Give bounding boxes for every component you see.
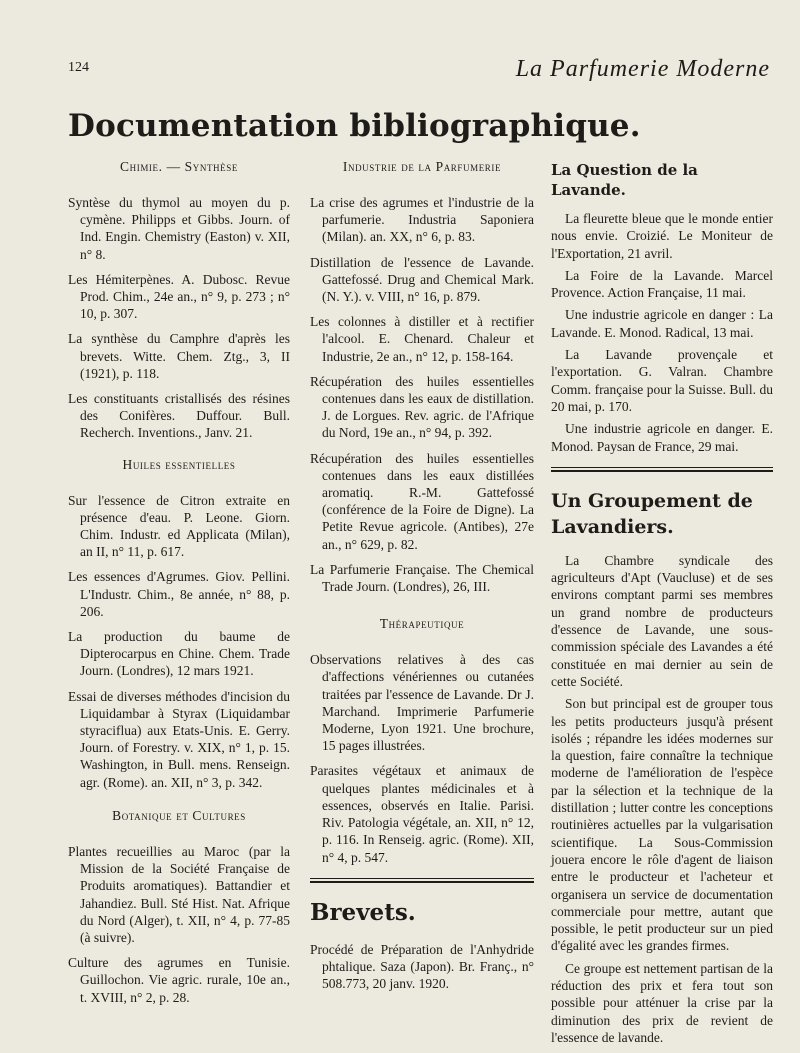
groupement-paragraph: Son but principal est de grouper tous les petits producteurs jusqu'à présent isolés ; répandre les idées modernes sur la question, faire connaître la technique moderne de l'amélioration de l'espèce par la sélection et la technique de la distillation ; lutter contre les conceptions routinières actuelles par la vulgarisation scientifique. La Sous-Commission jouera encore le rôle d'agent de liaison entre le producteur et l'acheteur et organisera un service de documentation commerciale pour mettre, autant que possible, le petit producteur sur un pied d'égalité avec les grandes firmes.: [551, 696, 773, 954]
lavande-paragraph: Une industrie agricole en danger. E. Monod. Paysan de France, 29 mai.: [551, 421, 773, 454]
section-heading-botanique: Botanique et Cultures: [112, 807, 246, 823]
bib-entry: Essai de diverses méthodes d'incision du Liquidambar à Styrax (Liquidambar styraciflua) aux Etats-Unis. E. Gerry. Journ. of Forestry. v. XIX, n° 1, p. 15. Washington, in Bull. mens. Renseign. agr. (Rome). an. XII, n° 3, p. 342.: [68, 688, 290, 790]
section-heading-industrie: Industrie de la Parfumerie: [342, 159, 502, 174]
bib-entry: Observations relatives à des cas d'affections vénériennes ou cutanées traitées par l'essence de Lavande. Dr J. Marchand. Imprimerie Parfumerie Moderne, Lyon 1921. Une brochure, 15 pages illustrées.: [310, 652, 534, 754]
bib-entry: La crise des agrumes et l'industrie de la parfumerie. Industria Saponiera (Milan). an. XX, n° 6, p. 83.: [310, 195, 534, 245]
bib-entry: La synthèse du Camphre d'après les brevets. Witte. Chem. Ztg., 3, II (1921), p. 118.: [68, 331, 290, 381]
bib-entry: Les colonnes à distiller et à rectifier l'alcool. E. Chenard. Chaleur et Industrie, 2e an., n° 12, p. 158-164.: [310, 314, 534, 364]
groupement-paragraph: La Chambre syndicale des agriculteurs d'Apt (Vaucluse) et de ses environs comptant parmi ses membres un grand nombre de producteurs d'essence de Lavande, une sous-commission spéciale des Lavandes a été constituée en mai dernier au sein de cette Société.: [551, 552, 773, 689]
section-heading-therapeutique: Thérapeutique: [379, 616, 465, 632]
column-right: [551, 158, 773, 1051]
section-divider: [551, 467, 773, 472]
brevets-heading: Brevets.: [310, 898, 416, 926]
section-heading-chimie: Chimie. — Synthèse: [120, 159, 238, 174]
page-number: 124: [68, 60, 89, 75]
groupement-paragraph: Ce groupe est nettement partisan de la réduction des prix et fera tout son possible pour atténuer la crise par la diminution des prix de revient de l'essence de lavande.: [551, 960, 773, 1045]
bib-entry: Récupération des huiles essentielles contenues dans les eaux de distillation. J. de Lorgues. Rev. agric. de l'Afrique du Nord, 19e an., n° 94, p. 392.: [310, 373, 534, 441]
lavande-paragraph: Une industrie agricole en danger : La Lavande. E. Monod. Radical, 13 mai.: [551, 307, 773, 340]
bib-entry: Les constituants cristallisés des résines des Conifères. Duffour. Bull. Recherch. Inventions., Janv. 21.: [68, 391, 290, 441]
groupement-heading: Un Groupement de Lavandiers.: [551, 489, 753, 538]
section-divider: [310, 878, 534, 883]
bib-entry: La Parfumerie Française. The Chemical Trade Journ. (Londres), 26, III.: [310, 561, 534, 595]
bib-entry: Culture des agrumes en Tunisie. Guillochon. Vie agric. rurale, 10e an., t. XVIII, n° 2, p. 28.: [68, 955, 290, 1005]
lavande-heading: La Question de la Lavande.: [551, 161, 698, 199]
page-title: Documentation bibliographique.: [68, 108, 641, 144]
lavande-paragraph: La fleurette bleue que le monde entier nous envie. Croizié. Le Moniteur de l'Exportation, 21 avril.: [551, 211, 773, 261]
bib-entry: Procédé de Préparation de l'Anhydride phtalique. Saza (Japon). Br. Franç., n° 508.773, 20 janv. 1920.: [310, 941, 534, 992]
column-middle: [310, 158, 534, 1000]
bib-entry: Syntèse du thymol au moyen du p. cymène. Philipps et Gibbs. Journ. of Ind. Engin. Chemistry (Easton) v. XII, n° 8.: [68, 195, 290, 262]
bib-entry: Plantes recueillies au Maroc (par la Mission de la Société Française de Produits aromatiques). Battandier et Jahandiez. Bull. Sté Hist. Nat. Afrique du Nord (Alger), t. XII, n° 4, p. 77-85 (à suivre).: [68, 843, 290, 945]
bib-entry: Récupération des huiles essentielles contenues dans les eaux distillées aromatiq. R.-M. Gattefossé (conférence de la Foire de Digne). La Petite Revue agricole. (Antibes), 27e an., n° 629, p. 82.: [310, 450, 534, 552]
bib-entry: La production du baume de Dipterocarpus en Chine. Chem. Trade Journ. (Londres), 12 mars 1921.: [68, 629, 290, 679]
bib-entry: Les Hémiterpènes. A. Dubosc. Revue Prod. Chim., 24e an., n° 9, p. 273 ; n° 10, p. 307.: [68, 271, 290, 322]
bib-entry: Les essences d'Agrumes. Giov. Pellini. L'Industr. Chim., 8e année, n° 88, p. 206.: [68, 569, 290, 619]
lavande-paragraph: La Foire de la Lavande. Marcel Provence. Action Française, 11 mai.: [551, 267, 773, 301]
bib-entry: Parasites végétaux et animaux de quelques plantes médicinales et à essences, observés en Italie. Parisi. Riv. Patologia végétale, an. XII, n° 12, p. 116. In Renseig. agric. (Rome). XII, n° 4, p. 547.: [310, 763, 534, 865]
journal-masthead: La Parfumerie Moderne: [515, 56, 770, 82]
bib-entry: Distillation de l'essence de Lavande. Gattefossé. Drug and Chemical Mark. (N. Y.). v. VIII, n° 16, p. 879.: [310, 254, 534, 305]
section-heading-huiles: Huiles essentielles: [122, 456, 236, 472]
lavande-paragraph: La Lavande provençale et l'exportation. G. Valran. Chambre Comm. française pour la Suisse. Bull. du 20 mai, p. 170.: [551, 347, 773, 414]
column-left: [68, 158, 290, 1014]
bib-entry: Sur l'essence de Citron extraite en présence d'eau. P. Leone. Giorn. Chim. Industr. ed Applicata (Milan), an II, n° 11, p. 617.: [68, 492, 290, 560]
